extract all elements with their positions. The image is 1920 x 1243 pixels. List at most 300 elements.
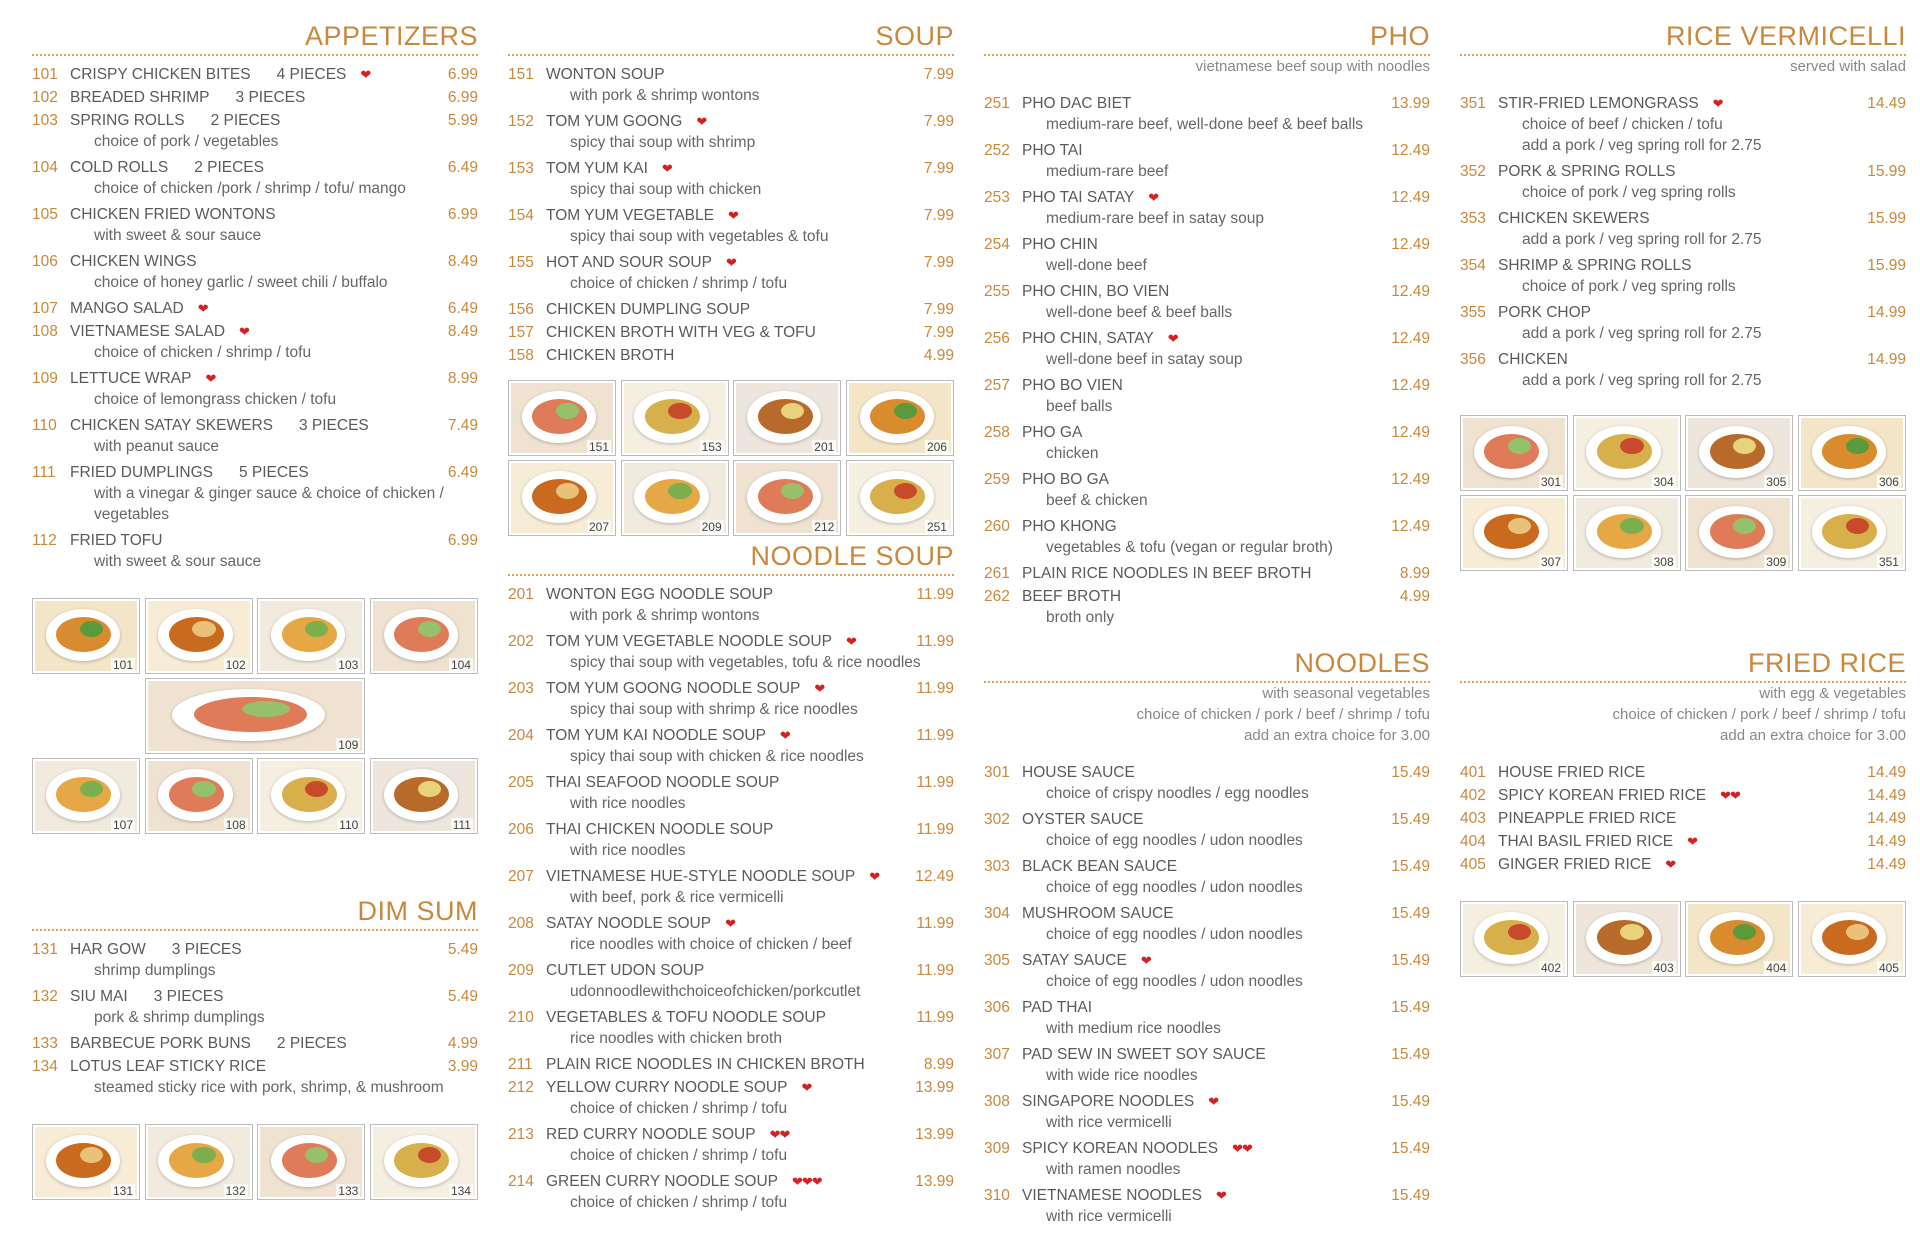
item-description: with wide rice noodles: [1046, 1067, 1198, 1084]
item-description: spicy thai soup with chicken & rice noodles: [570, 748, 864, 765]
item-description: with rice vermicelli: [1046, 1114, 1172, 1131]
item-price: 13.99: [915, 1126, 954, 1143]
menu-item: [508, 322, 954, 343]
item-number: 110: [32, 417, 57, 434]
item-price: 7.99: [923, 207, 954, 224]
item-price: 15.49: [1391, 1046, 1430, 1063]
food-photo: [145, 598, 253, 674]
item-description: choice of egg noodles / udon noodles: [1046, 926, 1303, 943]
item-description: choice of egg noodles / udon noodles: [1046, 832, 1303, 849]
item-description: choice of pork / veg spring rolls: [1522, 184, 1736, 201]
section-subtitle: vietnamese beef soup with noodles: [1195, 58, 1430, 75]
item-price: 12.49: [915, 868, 954, 885]
item-number: 205: [508, 774, 534, 791]
item-number: 111: [32, 464, 56, 481]
food-photo: [846, 380, 954, 456]
menu-item: [508, 345, 954, 366]
item-name: THAI BASIL FRIED RICE: [1498, 833, 1674, 850]
chili-pepper-icon: ❤: [1712, 96, 1723, 111]
menu-item: [984, 586, 1430, 628]
item-description: udonnoodlewithchoiceofchicken/porkcutlet: [570, 983, 861, 1000]
chili-pepper-icon: ❤: [1167, 331, 1178, 346]
item-number: 207: [508, 868, 534, 885]
photo-number: 103: [338, 658, 359, 672]
menu-item-list: [984, 93, 1430, 628]
menu-item-list: [508, 584, 954, 1213]
item-description: choice of crispy noodles / egg noodles: [1046, 785, 1309, 802]
item-name: PHO CHIN, BO VIEN: [1022, 283, 1170, 300]
item-name: CHICKEN FRIED WONTONS: [70, 206, 276, 223]
item-price: 8.99: [447, 370, 478, 387]
menu-item: [508, 772, 954, 814]
item-price: 7.99: [923, 113, 954, 130]
photo-number: 251: [926, 520, 947, 534]
item-price: 15.49: [1391, 764, 1430, 781]
item-name: BLACK BEAN SAUCE: [1022, 858, 1178, 875]
chili-pepper-icon: ❤: [696, 114, 707, 129]
food-photo: [846, 460, 954, 536]
item-name: PLAIN RICE NOODLES IN BEEF BROTH: [1022, 565, 1312, 582]
item-name: SPICY KOREAN NOODLES: [1022, 1140, 1219, 1157]
menu-item: [1460, 255, 1906, 297]
item-description: add a pork / veg spring roll for 2.75: [1522, 325, 1762, 342]
item-description: medium-rare beef: [1046, 163, 1169, 180]
chili-pepper-icon: ❤: [661, 161, 672, 176]
food-photo: [1798, 901, 1906, 977]
item-price: 15.49: [1391, 1140, 1430, 1157]
menu-item: [984, 187, 1430, 229]
food-photo: [1573, 415, 1681, 491]
menu-item: [1460, 762, 1906, 783]
item-price: 14.49: [1867, 764, 1906, 781]
food-photo: [1460, 415, 1568, 491]
item-description: beef & chicken: [1046, 492, 1148, 509]
photo-spacer: [32, 678, 140, 754]
menu-item: [32, 298, 478, 319]
food-photo: [257, 598, 365, 674]
menu-section: [32, 895, 478, 1200]
item-quantity: 3 PIECES: [235, 89, 306, 106]
item-number: 210: [508, 1009, 534, 1026]
chili-pepper-icon: ❤: [1148, 190, 1159, 205]
item-price: 14.99: [1867, 351, 1906, 368]
item-description: well-done beef & beef balls: [1046, 304, 1233, 321]
menu-item: [984, 516, 1430, 558]
item-name: PHO TAI: [1022, 142, 1083, 159]
photo-number: 102: [225, 658, 246, 672]
item-name: GREEN CURRY NOODLE SOUP: [546, 1173, 778, 1190]
item-description: broth only: [1046, 609, 1115, 626]
menu-item: [32, 1033, 478, 1054]
item-description: with sweet & sour sauce: [94, 227, 262, 244]
item-number: 158: [508, 347, 534, 364]
item-quantity: 4 PIECES: [276, 66, 347, 83]
item-number: 353: [1460, 210, 1486, 227]
menu-item: [508, 1007, 954, 1049]
section-subtitle: add an extra choice for 3.00: [1720, 727, 1906, 744]
food-photo: [370, 598, 478, 674]
menu-item: [508, 205, 954, 247]
menu-item-list: [508, 64, 954, 366]
food-photo: [733, 380, 841, 456]
item-number: 355: [1460, 304, 1486, 321]
menu-item: [1460, 302, 1906, 344]
menu-item: [508, 252, 954, 294]
photo-number: 351: [1878, 555, 1899, 569]
photo-number: 109: [338, 738, 359, 752]
item-number: 214: [508, 1173, 534, 1190]
menu-item: [508, 1077, 954, 1119]
item-description: choice of pork / vegetables: [94, 133, 279, 150]
menu-item: [1460, 161, 1906, 203]
item-number: 307: [984, 1046, 1010, 1063]
item-number: 155: [508, 254, 534, 271]
garnish-shape: [192, 1147, 215, 1163]
menu-item: [1460, 808, 1906, 829]
item-name: OYSTER SAUCE: [1022, 811, 1144, 828]
item-quantity: 3 PIECES: [153, 988, 224, 1005]
menu-item: [984, 1138, 1430, 1180]
item-name: PHO BO VIEN: [1022, 377, 1123, 394]
item-name: SPRING ROLLS: [70, 112, 185, 129]
item-number: 156: [508, 301, 534, 318]
item-description: with rice vermicelli: [1046, 1208, 1172, 1225]
menu-item: [984, 1185, 1430, 1227]
section-subtitle: add an extra choice for 3.00: [1244, 727, 1430, 744]
item-number: 154: [508, 207, 534, 224]
chili-pepper-icon: ❤: [1216, 1188, 1226, 1203]
menu-item: [508, 111, 954, 153]
section-subtitle: with egg & vegetables: [1759, 685, 1906, 702]
menu-item: [508, 1124, 954, 1166]
chili-pepper-icon: ❤: [814, 681, 825, 696]
item-name: HAR GOW: [70, 941, 146, 958]
item-price: 15.49: [1391, 952, 1430, 969]
item-name: VIETNAMESE HUE-STYLE NOODLE SOUP: [546, 868, 856, 885]
item-name: PHO KHONG: [1022, 518, 1117, 535]
photo-number: 206: [926, 440, 947, 454]
item-description: vegetables & tofu (vegan or regular broth): [1046, 539, 1333, 556]
item-name: SPICY KOREAN FRIED RICE: [1498, 787, 1707, 804]
menu-item: [508, 1171, 954, 1213]
item-name: HOT AND SOUR SOUP: [546, 254, 712, 271]
photo-number: 306: [1878, 475, 1899, 489]
item-description: spicy thai soup with chicken: [570, 181, 762, 198]
section-divider: [508, 574, 954, 576]
menu-item: [32, 204, 478, 246]
menu-section: [508, 540, 954, 1218]
item-price: 15.49: [1391, 1187, 1430, 1204]
item-name: STIR-FRIED LEMONGRASS: [1498, 95, 1699, 112]
food-photo: [145, 758, 253, 834]
item-number: 308: [984, 1093, 1010, 1110]
item-price: 3.99: [447, 1058, 478, 1075]
item-price: 14.49: [1867, 810, 1906, 827]
item-description: with rice noodles: [570, 795, 686, 812]
item-price: 15.49: [1391, 1093, 1430, 1110]
menu-item: [984, 281, 1430, 323]
item-description: with rice noodles: [570, 842, 686, 859]
item-description: add a pork / veg spring roll for 2.75: [1522, 137, 1762, 154]
menu-item: [508, 913, 954, 955]
food-photo: [1798, 415, 1906, 491]
item-name: SINGAPORE NOODLES: [1022, 1093, 1195, 1110]
menu-item: [1460, 785, 1906, 806]
photo-number: 304: [1653, 475, 1674, 489]
menu-item-list: [1460, 93, 1906, 391]
item-description: with pork & shrimp wontons: [570, 87, 760, 104]
food-photo: [1685, 901, 1793, 977]
item-name: CHICKEN DUMPLING SOUP: [546, 301, 751, 318]
item-name: PHO GA: [1022, 424, 1083, 441]
item-quantity: 2 PIECES: [194, 159, 264, 176]
chili-pepper-icon: ❤: [845, 634, 856, 649]
menu-section: [32, 20, 478, 834]
menu-item: [32, 157, 478, 199]
item-number: 401: [1460, 764, 1486, 781]
item-number: 258: [984, 424, 1010, 441]
item-number: 261: [984, 565, 1010, 582]
menu-item: [984, 762, 1430, 804]
section-title: NOODLES: [1294, 648, 1430, 678]
section-title: FRIED RICE: [1747, 648, 1906, 678]
menu-item: [32, 368, 478, 410]
item-description: choice of chicken / shrimp / tofu: [94, 344, 312, 361]
item-price: 5.49: [447, 988, 478, 1005]
food-photo: [32, 1124, 140, 1200]
photo-number: 111: [452, 818, 471, 832]
item-price: 11.99: [916, 1009, 954, 1026]
photo-number: 305: [1766, 475, 1787, 489]
item-price: 6.99: [447, 66, 478, 83]
item-number: 302: [984, 811, 1010, 828]
item-price: 5.49: [447, 941, 478, 958]
item-number: 106: [32, 253, 58, 270]
food-photo: [1685, 415, 1793, 491]
chili-pepper-icon: ❤❤❤: [791, 1174, 822, 1189]
photo-number: 307: [1540, 555, 1561, 569]
item-number: 404: [1460, 833, 1486, 850]
item-description: medium-rare beef in satay soup: [1046, 210, 1264, 227]
item-price: 12.49: [1391, 236, 1430, 253]
item-name: TOM YUM VEGETABLE: [546, 207, 714, 224]
item-number: 256: [984, 330, 1010, 347]
item-description: choice of egg noodles / udon noodles: [1046, 879, 1303, 896]
item-name: LETTUCE WRAP: [70, 370, 192, 387]
photo-number: 402: [1540, 961, 1561, 975]
item-price: 12.49: [1391, 330, 1430, 347]
item-number: 405: [1460, 856, 1486, 873]
garnish-shape: [1620, 924, 1643, 940]
item-description: choice of beef / chicken / tofu: [1522, 116, 1723, 133]
item-name: SATAY NOODLE SOUP: [546, 915, 712, 932]
item-name: VIETNAMESE SALAD: [70, 323, 226, 340]
menu-section: [984, 647, 1430, 1232]
item-number: 402: [1460, 787, 1486, 804]
photo-grid: [1460, 901, 1906, 977]
item-number: 201: [508, 586, 534, 603]
item-name: YELLOW CURRY NOODLE SOUP: [546, 1079, 788, 1096]
item-price: 13.99: [1391, 95, 1430, 112]
item-number: 112: [32, 532, 57, 549]
item-number: 255: [984, 283, 1010, 300]
chili-pepper-icon: ❤: [239, 324, 249, 339]
item-name: CHICKEN: [1498, 351, 1568, 368]
menu-item: [984, 903, 1430, 945]
item-description: pork & shrimp dumplings: [94, 1009, 265, 1026]
photo-number: 403: [1653, 961, 1674, 975]
chili-pepper-icon: ❤: [1665, 857, 1676, 872]
item-name: FRIED DUMPLINGS: [70, 464, 213, 481]
item-name: CUTLET UDON SOUP: [546, 962, 705, 979]
item-price: 11.99: [916, 727, 954, 744]
menu-item: [32, 415, 478, 457]
item-name: TOM YUM VEGETABLE NOODLE SOUP: [546, 633, 832, 650]
item-description: rice noodles with choice of chicken / beef: [570, 936, 852, 953]
item-number: 354: [1460, 257, 1486, 274]
item-name: PAD SEW IN SWEET SOY SAUCE: [1022, 1046, 1266, 1063]
item-description: with pork & shrimp wontons: [570, 607, 760, 624]
item-number: 305: [984, 952, 1010, 969]
garnish-shape: [1620, 518, 1643, 534]
item-name: CHICKEN SATAY SKEWERS: [70, 417, 273, 434]
food-photo: [508, 460, 616, 536]
item-description: add a pork / veg spring roll for 2.75: [1522, 231, 1762, 248]
menu-item: [508, 584, 954, 626]
food-photo: [32, 758, 140, 834]
item-number: 254: [984, 236, 1010, 253]
item-price: 4.99: [923, 347, 954, 364]
item-price: 11.99: [916, 586, 954, 603]
item-price: 8.49: [447, 323, 478, 340]
item-name: SHRIMP & SPRING ROLLS: [1498, 257, 1692, 274]
item-name: PHO CHIN: [1022, 236, 1098, 253]
item-number: 301: [984, 764, 1010, 781]
chili-pepper-icon: ❤❤: [1720, 788, 1740, 803]
food-photo: [145, 678, 366, 754]
menu-item: [984, 140, 1430, 182]
food-photo: [1460, 495, 1568, 571]
item-name: SATAY SAUCE: [1022, 952, 1127, 969]
chili-pepper-icon: ❤: [725, 916, 735, 931]
item-name: CHICKEN WINGS: [70, 253, 197, 270]
item-description: choice of chicken / shrimp / tofu: [570, 1147, 788, 1164]
menu-item: [984, 950, 1430, 992]
item-number: 304: [984, 905, 1010, 922]
item-number: 252: [984, 142, 1010, 159]
garnish-shape: [668, 483, 691, 499]
item-price: 8.99: [1399, 565, 1430, 582]
item-price: 7.99: [923, 301, 954, 318]
menu-item-list: [984, 762, 1430, 1227]
menu-item: [1460, 93, 1906, 156]
item-number: 202: [508, 633, 534, 650]
food-photo: [621, 460, 729, 536]
menu-item: [508, 960, 954, 1002]
item-number: 153: [508, 160, 534, 177]
item-price: 12.49: [1391, 518, 1430, 535]
item-number: 103: [32, 112, 58, 129]
item-description: shrimp dumplings: [94, 962, 216, 979]
food-photo: [621, 380, 729, 456]
item-name: CRISPY CHICKEN BITES: [70, 66, 251, 83]
item-name: PORK & SPRING ROLLS: [1498, 163, 1676, 180]
item-number: 157: [508, 324, 534, 341]
section-subtitle: with seasonal vegetables: [1262, 685, 1430, 702]
item-number: 253: [984, 189, 1010, 206]
item-price: 8.49: [447, 253, 478, 270]
item-name: WONTON SOUP: [546, 66, 665, 83]
item-quantity: 3 PIECES: [171, 941, 242, 958]
photo-number: 301: [1540, 475, 1561, 489]
photo-number: 151: [588, 440, 609, 454]
photo-number: 308: [1653, 555, 1674, 569]
item-name: PLAIN RICE NOODLES IN CHICKEN BROTH: [546, 1056, 865, 1073]
food-photo: [1573, 901, 1681, 977]
item-price: 4.99: [1399, 588, 1430, 605]
item-description: spicy thai soup with vegetables & tofu: [570, 228, 829, 245]
menu-item: [508, 819, 954, 861]
section-subtitle: choice of chicken / pork / beef / shrimp / tofu: [1612, 706, 1906, 723]
item-number: 102: [32, 89, 58, 106]
item-name: VEGETABLES & TOFU NOODLE SOUP: [546, 1009, 826, 1026]
menu-item: [1460, 208, 1906, 250]
garnish-shape: [1620, 438, 1643, 454]
item-name: TOM YUM KAI: [546, 160, 648, 177]
item-price: 11.99: [916, 962, 954, 979]
item-description: choice of pork / veg spring rolls: [1522, 278, 1736, 295]
food-photo: [32, 598, 140, 674]
item-description: rice noodles with chicken broth: [570, 1030, 782, 1047]
menu-item: [508, 299, 954, 320]
item-description: with sweet & sour sauce: [94, 553, 262, 570]
photo-number: 134: [450, 1184, 471, 1198]
item-number: 104: [32, 159, 58, 176]
section-subtitle: choice of chicken / pork / beef / shrimp / tofu: [1136, 706, 1430, 723]
section-title: APPETIZERS: [304, 21, 478, 51]
menu-item: [32, 321, 478, 363]
food-photo: [1798, 495, 1906, 571]
item-description: choice of honey garlic / sweet chili / buffalo: [94, 274, 388, 291]
item-name: CHICKEN SKEWERS: [1498, 210, 1650, 227]
menu-item-list: [1460, 762, 1906, 875]
menu-item: [984, 328, 1430, 370]
menu-item: [984, 1091, 1430, 1133]
item-price: 6.99: [447, 206, 478, 223]
chili-pepper-icon: ❤: [779, 728, 790, 743]
item-name: GINGER FRIED RICE: [1498, 856, 1652, 873]
item-name: BREADED SHRIMP: [70, 89, 210, 106]
photo-number: 209: [701, 520, 722, 534]
item-number: 259: [984, 471, 1010, 488]
item-price: 12.49: [1391, 471, 1430, 488]
food-photo: [257, 1124, 365, 1200]
item-name: SIU MAI: [70, 988, 128, 1005]
section-title: NOODLE SOUP: [750, 541, 954, 571]
item-number: 209: [508, 962, 534, 979]
item-number: 212: [508, 1079, 534, 1096]
chili-pepper-icon: ❤: [360, 67, 371, 82]
item-number: 257: [984, 377, 1010, 394]
photo-number: 153: [701, 440, 722, 454]
item-number: 403: [1460, 810, 1486, 827]
item-description: choice of chicken / shrimp / tofu: [570, 275, 788, 292]
item-name: PINEAPPLE FRIED RICE: [1498, 810, 1677, 827]
food-photo: [370, 758, 478, 834]
item-price: 6.49: [447, 464, 478, 481]
photo-spacer: [370, 678, 478, 754]
chili-pepper-icon: ❤: [1208, 1094, 1219, 1109]
